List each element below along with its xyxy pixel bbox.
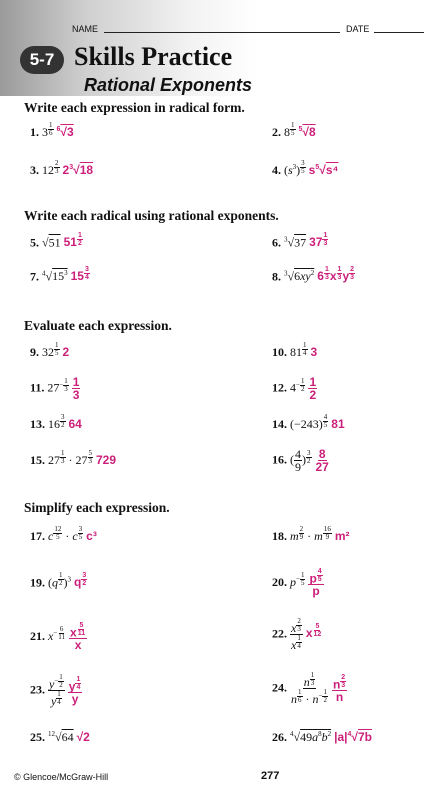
name-line: [104, 32, 340, 33]
problem-11: 11. $27^{- \frac{1}{3}}$ $\frac{1}{3}$: [30, 375, 80, 402]
page-title: Skills Practice: [74, 42, 233, 71]
problem-2: 2. 8 $^{\frac{1}{5}}$ $^5$√8: [272, 121, 316, 140]
section-heading-simplify: Simplify each expression.: [24, 500, 170, 515]
problem-18: 18. m $^{\frac{2}{9}}$ · m $^{\frac{16}{9}}$ m²: [272, 525, 350, 544]
page-subtitle: Rational Exponents: [84, 75, 253, 95]
problem-17: 17. c $^{\frac{12}{5}}$ · c $^{\frac{3}{5}}$ c³: [30, 525, 97, 544]
problem-8: 8. $^3√6xy^2$ 6 $^{\frac{1}{3}}$ x $^{\frac{1}{3}}$ y $^{\frac{2}{3}}$: [272, 266, 355, 284]
page-number: 277: [261, 770, 280, 782]
problem-19: 19. (q $^{\frac{1}{2}}$ )$^3$ q $^{\frac{3}{2}}$: [30, 571, 87, 590]
problem-4: 4. $(s^3)$ $^{\frac{3}{5}}$ $s^5√s^4$: [272, 159, 339, 178]
date-label: DATE: [346, 24, 370, 34]
section-heading-radical-form: Write each expression in radical form.: [24, 100, 245, 115]
problem-25: 25. $^{12}$√64 √2: [30, 730, 90, 744]
problem-13: 13. 16 $^{\frac{3}{2}}$ 64: [30, 413, 82, 432]
date-line: [374, 32, 424, 33]
problem-7: 7. $^4√15^3$ 15 $^{\frac{3}{4}}$: [30, 266, 89, 284]
section-heading-evaluate: Evaluate each expression.: [24, 318, 172, 333]
problem-20: 20. $p^{- \frac{1}{5}}$ p $^{\frac{4}{5}}$ p: [272, 568, 322, 599]
problem-9: 9. 32 $^{\frac{1}{5}}$ 2: [30, 341, 70, 360]
problem-24: 24. n $^{\frac{1}{3}}$ n $^{\frac{1}{6}}$ · $n^{- \frac{1}{2}}$ n $^{\frac{2}{3}}$ n: [272, 671, 346, 707]
problem-15: 15. 27 $^{\frac{1}{3}}$ · 27 $^{\frac{5}{3}}$ 729: [30, 449, 117, 468]
problem-10: 10. 81 $^{\frac{1}{4}}$ 3: [272, 341, 318, 360]
lesson-badge: 5-7: [20, 46, 64, 74]
copyright: © Glencoe/McGraw-Hill: [14, 772, 109, 782]
section-heading-rational-exponents: Write each radical using rational exponents.: [24, 208, 279, 223]
problem-16: 16. ( $\frac{4}{9}$ ) $^{\frac{3}{2}}$ $\frac{8}{27}$: [272, 447, 329, 475]
problem-14: 14. (−243) $^{\frac{4}{5}}$ 81: [272, 413, 345, 432]
problem-3: 3. 12 $^{\frac{2}{3}}$ $2^3√18$: [30, 159, 94, 178]
problem-22: 22. x $^{\frac{2}{3}}$ x $^{\frac{1}{4}}$ x $^{\frac{5}{12}}$: [272, 617, 322, 653]
problem-23: 23. $y^{- \frac{1}{2}}$ y $^{\frac{1}{4}}$ y $^{\frac{1}{4}}$ y: [30, 673, 81, 709]
problem-1: 1. 3 $^{\frac{1}{6}}$ $^6$√3: [30, 121, 74, 140]
problem-6: 6. $^3$√37 37 $^{\frac{1}{3}}$: [272, 232, 328, 250]
problem-21: 21. $x^{- \frac{6}{11}}$ x $^{\frac{5}{11}}$ x: [30, 622, 86, 653]
problem-12: 12. $4^{- \frac{1}{2}}$ $\frac{1}{2}$: [272, 375, 317, 402]
name-label: NAME: [72, 24, 99, 34]
problem-26: 26. $^4√49a^8b^2$ $|a|^4√7b$: [272, 730, 372, 744]
problem-5: 5. √51 51 $^{\frac{1}{2}}$: [30, 232, 82, 250]
